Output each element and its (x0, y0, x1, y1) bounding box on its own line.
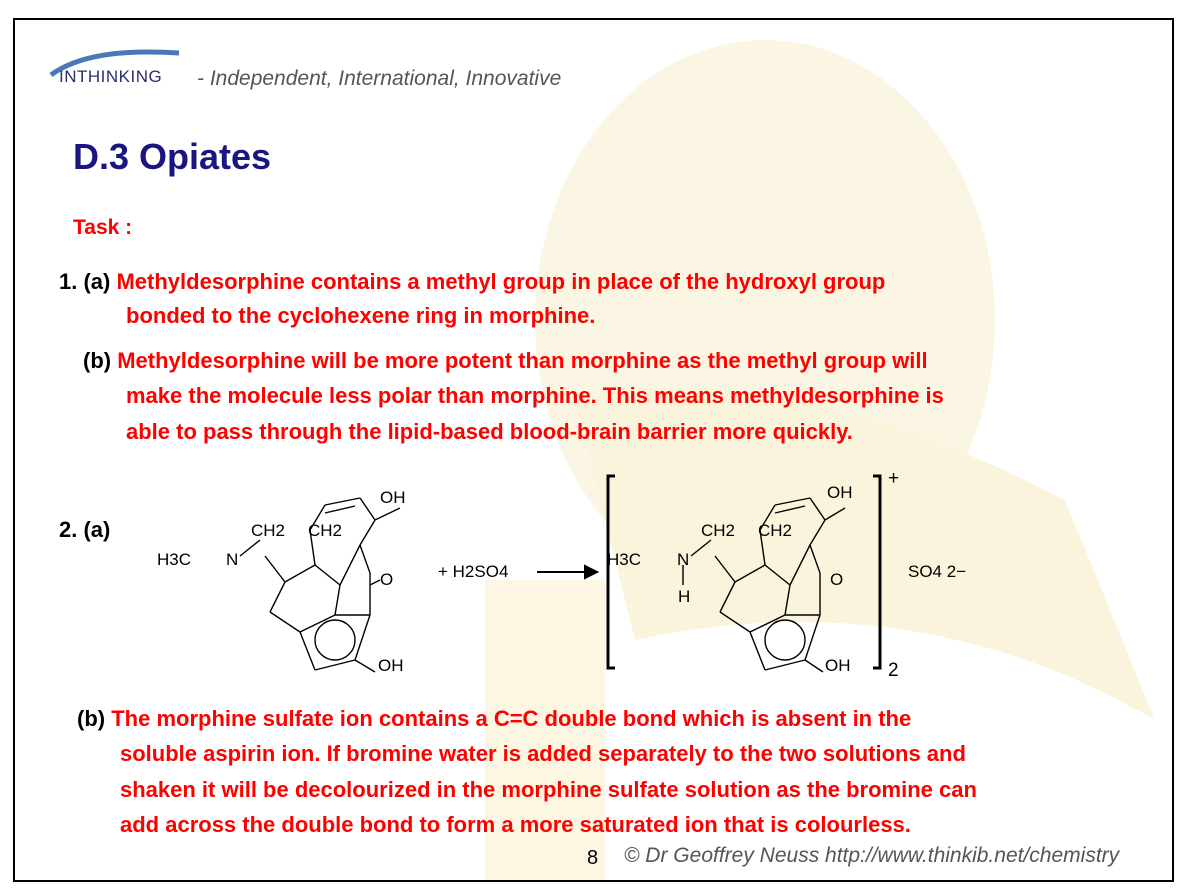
q1b-line3: able to pass through the lipid-based blood-brain barrier more quickly. (126, 419, 853, 444)
reagent-h2so4: + H2SO4 (438, 562, 509, 581)
q1b-line1: Methyldesorphine will be more potent than morphine as the methyl group will (117, 348, 928, 373)
product-h3c: H3C (607, 550, 642, 569)
reactant-o: O (380, 570, 394, 589)
reactant-n: N (226, 550, 239, 569)
product-ch2b: CH2 (758, 521, 793, 540)
brand-logo-text: INTHINKING (59, 67, 163, 86)
product-oh-top: OH (827, 483, 853, 502)
charge-plus: + (888, 468, 900, 489)
q1a-number: 1. (a) (59, 269, 111, 294)
q2b-line1: The morphine sulfate ion contains a C=C double bond which is absent in the (111, 706, 912, 731)
reactant-h3c: H3C (157, 550, 192, 569)
answer-2b (77, 701, 911, 737)
counter-ion: SO4 2− (908, 562, 967, 581)
footer-credit: © Dr Geoffrey Neuss http://www.thinkib.net/chemistry (624, 844, 1120, 867)
q2b-line4: add across the double bond to form a more saturated ion that is colourless. (120, 812, 911, 837)
task-label: Task : (73, 216, 133, 239)
reactant-oh-top: OH (380, 488, 406, 507)
product-h: H (678, 587, 691, 606)
q1b-number: (b) (83, 348, 112, 373)
reaction-arrow (537, 566, 597, 578)
q2a-number: 2. (a) (59, 517, 111, 542)
product-o: O (830, 570, 844, 589)
product-oh-bottom: OH (825, 656, 851, 675)
reactant-ch2b: CH2 (308, 521, 343, 540)
bracket-subscript: 2 (888, 660, 899, 681)
q2b-line2: soluble aspirin ion. If bromine water is added separately to the two solutions and (120, 741, 966, 766)
product-ch2a: CH2 (701, 521, 736, 540)
reactant-ch2a: CH2 (251, 521, 286, 540)
tagline: - Independent, International, Innovative (197, 67, 562, 90)
reactant-oh-bottom: OH (378, 656, 404, 675)
slide-frame (13, 18, 1174, 882)
product-n: N (677, 550, 690, 569)
page-title: D.3 Opiates (73, 136, 272, 177)
page-number: 8 (587, 847, 599, 869)
q2b-number: (b) (77, 706, 106, 731)
q1a-line1: Methyldesorphine contains a methyl group in place of the hydroxyl group (116, 269, 886, 294)
q1a-line2: bonded to the cyclohexene ring in morphine. (126, 303, 596, 328)
q2b-line3: shaken it will be decolourized in the morphine sulfate solution as the bromine can (120, 777, 977, 802)
q1b-line2: make the molecule less polar than morphine. This means methyldesorphine is (126, 383, 944, 408)
